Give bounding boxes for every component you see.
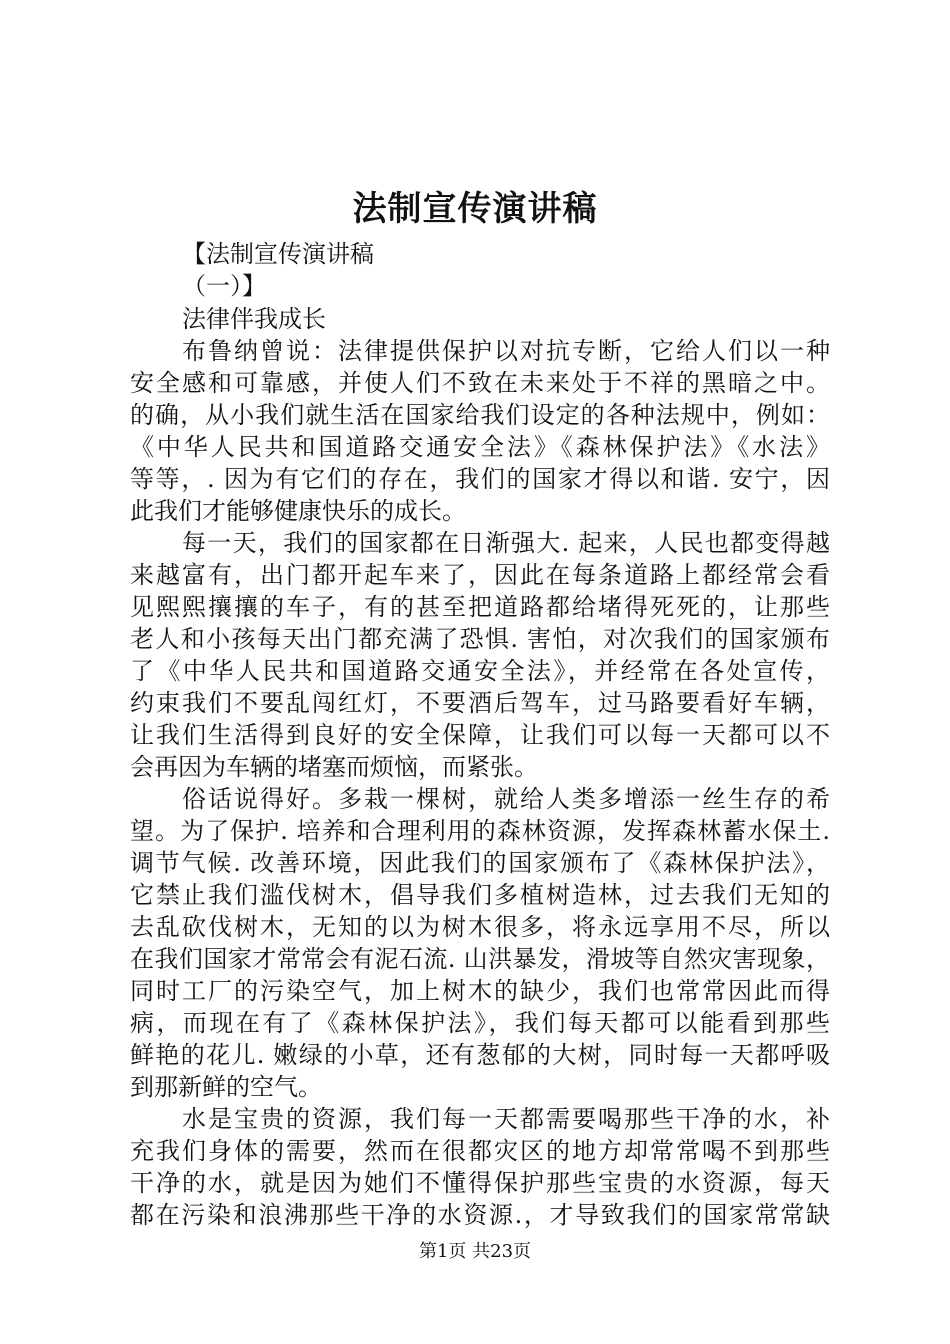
body-line: 此我们才能够健康快乐的成长。 bbox=[130, 497, 466, 525]
body-line: 的确，从小我们就生活在国家给我们设定的各种法规中，例如： bbox=[130, 401, 830, 429]
header-line-2: （一）】 bbox=[182, 272, 266, 300]
body-line: 望。为了保护. 培养和合理利用的森林资源，发挥森林蓄水保土. bbox=[130, 817, 830, 845]
body-line: 充我们身体的需要，然而在很都灾区的地方却常常喝不到那些 bbox=[130, 1137, 830, 1165]
body-line: 老人和小孩每天出门都充满了恐惧. 害怕，对次我们的国家颁布 bbox=[130, 625, 830, 653]
body-line: 在我们国家才常常会有泥石流. 山洪暴发，滑坡等自然灾害现象， bbox=[130, 945, 830, 973]
document-title: 法制宣传演讲稿 bbox=[352, 189, 598, 229]
body-line: 每一天，我们的国家都在日渐强大. 起来，人民也都变得越 bbox=[182, 529, 830, 557]
body-line: 俗话说得好。多栽一棵树，就给人类多增添一丝生存的希 bbox=[182, 785, 830, 813]
header-line-1: 【法制宣传演讲稿 bbox=[182, 240, 374, 268]
body-line: 鲜艳的花儿. 嫩绿的小草，还有葱郁的大树，同时每一天都呼吸 bbox=[130, 1041, 830, 1069]
body-line: 到那新鲜的空气。 bbox=[130, 1073, 322, 1101]
body-line: 让我们生活得到良好的安全保障，让我们可以每一天都可以不 bbox=[130, 721, 830, 749]
body-line: 了《中华人民共和国道路交通安全法》，并经常在各处宣传， bbox=[130, 657, 830, 685]
subtitle: 法律伴我成长 bbox=[182, 305, 326, 333]
body-line: 同时工厂的污染空气，加上树木的缺少，我们也常常因此而得 bbox=[130, 977, 830, 1005]
page-footer: 第1页 共23页 bbox=[418, 1241, 532, 1262]
body-line: 会再因为车辆的堵塞而烦恼，而紧张。 bbox=[130, 753, 538, 781]
body-line: 布鲁纳曾说：法律提供保护以对抗专断，它给人们以一种 bbox=[182, 337, 830, 365]
body-line: 约束我们不要乱闯红灯，不要酒后驾车，过马路要看好车辆， bbox=[130, 689, 830, 717]
body-line: 它禁止我们滥伐树木，倡导我们多植树造林，过去我们无知的 bbox=[130, 881, 830, 909]
body-line: 去乱砍伐树木，无知的以为树木很多，将永远享用不尽，所以 bbox=[130, 913, 830, 941]
body-line: 安全感和可靠感，并使人们不致在未来处于不祥的黑暗之中。 bbox=[130, 369, 830, 397]
body-line: 水是宝贵的资源，我们每一天都需要喝那些干净的水，补 bbox=[182, 1105, 830, 1133]
body-line: 《中华人民共和国道路交通安全法》《森林保护法》《水法》 bbox=[130, 433, 830, 461]
body-line: 都在污染和浪沸那些干净的水资源.，才导致我们的国家常常缺 bbox=[130, 1201, 830, 1229]
body-line: 来越富有，出门都开起车来了，因此在每条道路上都经常会看 bbox=[130, 561, 830, 589]
body-line: 见熙熙攘攘的车子，有的甚至把道路都给堵得死死的，让那些 bbox=[130, 593, 830, 621]
body-line: 干净的水，就是因为她们不懂得保护那些宝贵的水资源，每天 bbox=[130, 1169, 830, 1197]
body-line: 病，而现在有了《森林保护法》，我们每天都可以能看到那些 bbox=[130, 1009, 830, 1037]
body-line: 调节气候. 改善环境，因此我们的国家颁布了《森林保护法》， bbox=[130, 849, 830, 877]
body-line: 等等，. 因为有它们的存在，我们的国家才得以和谐. 安宁，因 bbox=[130, 465, 830, 493]
